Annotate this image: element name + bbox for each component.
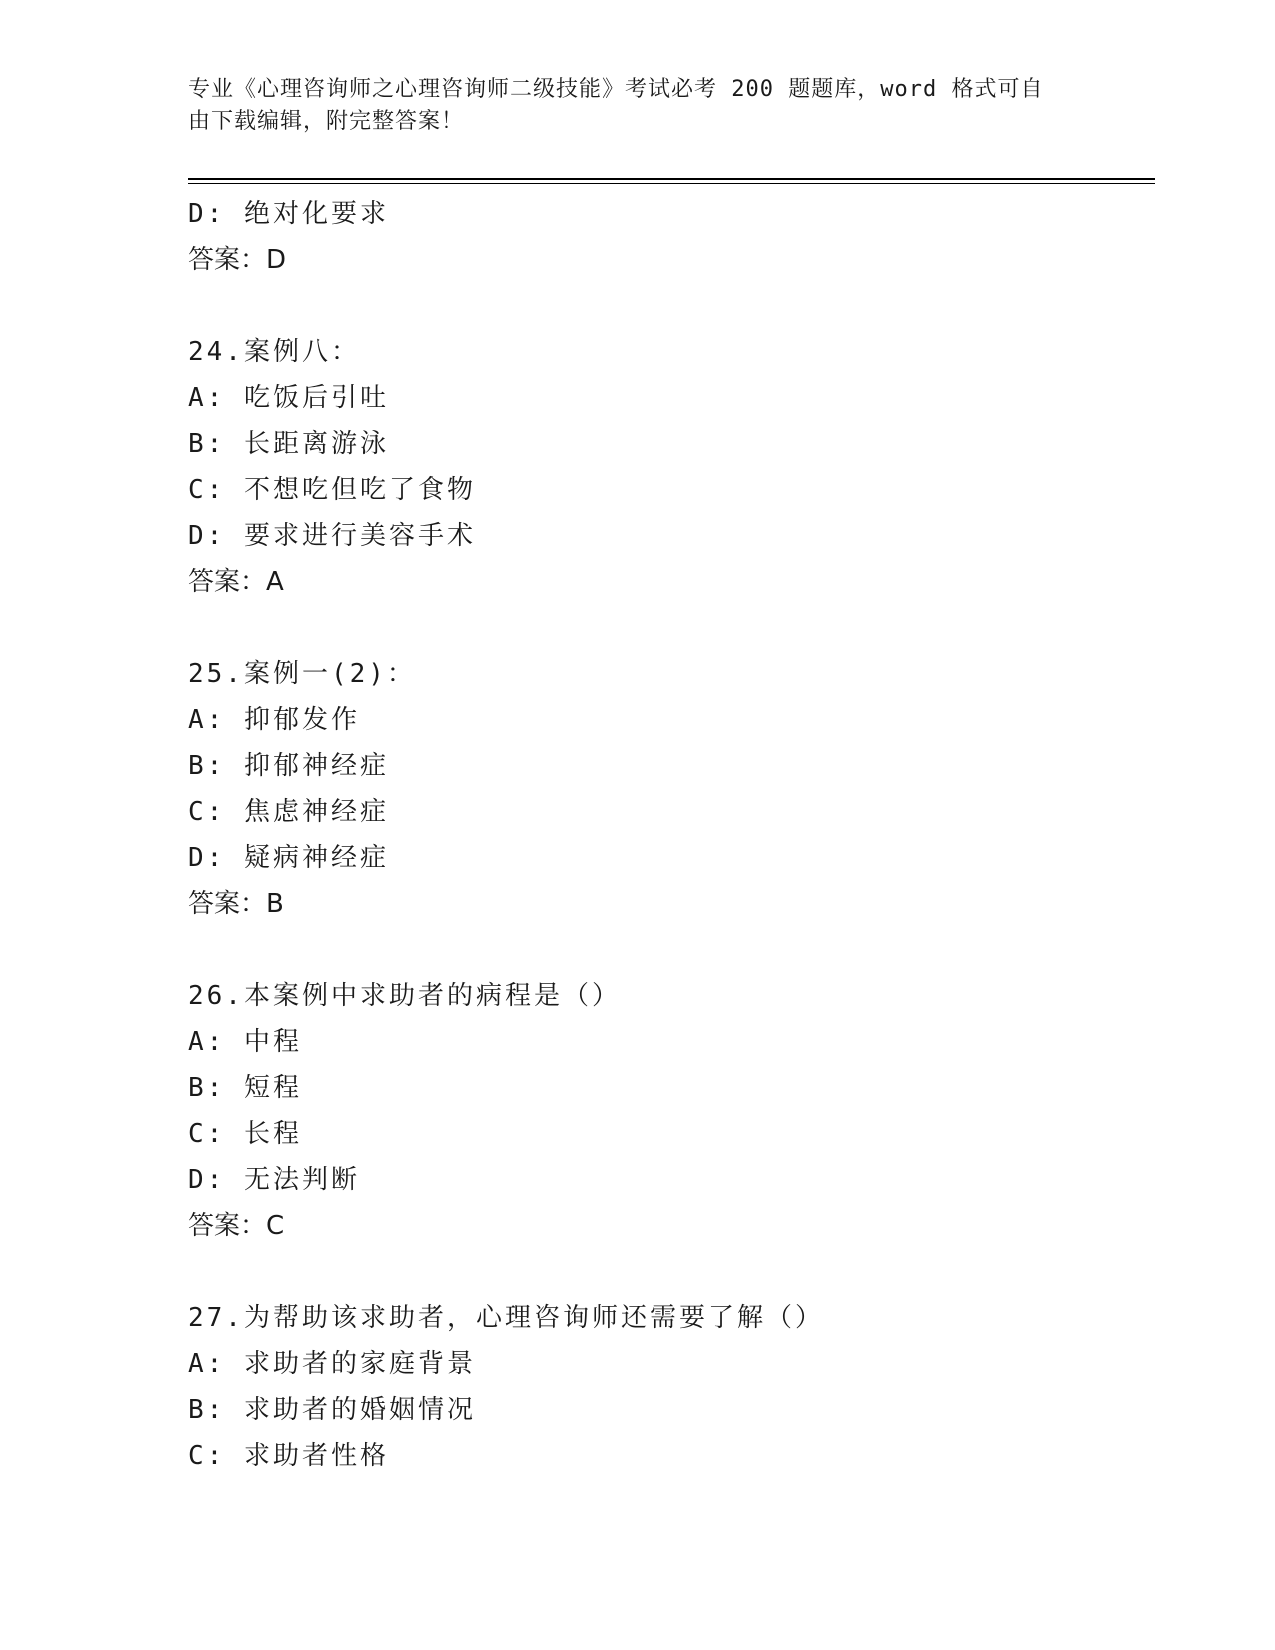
question-23 [188, 191, 1148, 283]
option-d: D: 疑病神经症 [188, 843, 389, 873]
question-27 [188, 1295, 1148, 1479]
option-b: B: 长距离游泳 [188, 429, 389, 459]
question-stem: 24.案例八： [188, 337, 360, 367]
option-d: D: 绝对化要求 [188, 199, 389, 229]
question-25 [188, 651, 1148, 927]
option-c: C: 求助者性格 [188, 1441, 389, 1471]
option-c: C: 不想吃但吃了食物 [188, 475, 476, 505]
header-divider-thin [188, 183, 1155, 184]
option-a: A: 中程 [188, 1027, 302, 1057]
question-26 [188, 973, 1148, 1249]
question-24 [188, 329, 1148, 605]
spacer [188, 927, 1148, 973]
document-header [188, 74, 1088, 138]
question-list [188, 191, 1148, 1479]
option-b: B: 求助者的婚姻情况 [188, 1395, 476, 1425]
question-stem: 27.为帮助该求助者，心理咨询师还需要了解（） [188, 1303, 824, 1333]
header-line-2: 由下载编辑，附完整答案！ [188, 109, 465, 134]
option-a: A: 吃饭后引吐 [188, 383, 389, 413]
spacer [188, 283, 1148, 329]
option-b: B: 抑郁神经症 [188, 751, 389, 781]
option-a: A: 求助者的家庭背景 [188, 1349, 476, 1379]
answer: 答案：A [188, 567, 284, 597]
header-line-1: 专业《心理咨询师之心理咨询师二级技能》考试必考 200 题题库，word 格式可自 [188, 77, 1044, 102]
answer: 答案：B [188, 889, 284, 919]
option-d: D: 无法判断 [188, 1165, 360, 1195]
option-c: C: 长程 [188, 1119, 302, 1149]
question-stem: 25.案例一(2)： [188, 659, 416, 689]
option-a: A: 抑郁发作 [188, 705, 360, 735]
spacer [188, 1249, 1148, 1295]
question-stem: 26.本案例中求助者的病程是（） [188, 981, 621, 1011]
option-c: C: 焦虑神经症 [188, 797, 389, 827]
header-divider-thick [188, 178, 1155, 180]
answer: 答案：D [188, 245, 287, 275]
option-d: D: 要求进行美容手术 [188, 521, 476, 551]
spacer [188, 605, 1148, 651]
option-b: B: 短程 [188, 1073, 302, 1103]
answer: 答案：C [188, 1211, 285, 1241]
